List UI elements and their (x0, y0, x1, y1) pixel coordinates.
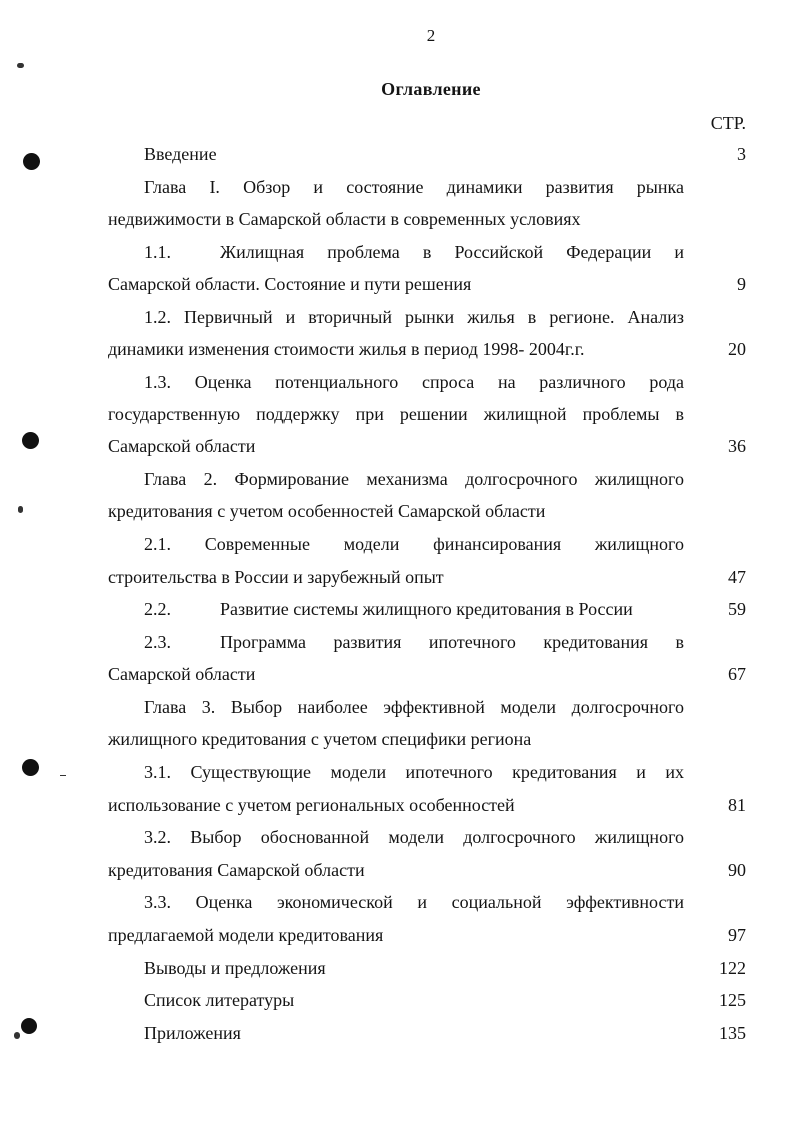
toc-section-3-2-line-2: кредитования Самарской области (108, 860, 365, 880)
toc-section-3-2-line-1: 3.2. Выбор обоснованной модели долгосрочного жилищного (144, 827, 684, 847)
toc-entry-references: Список литературы (144, 990, 295, 1010)
toc-section-3-3-line-2: предлагаемой модели кредитования (108, 925, 384, 945)
toc-page-3-2: 90 (728, 860, 746, 880)
scan-speck-2 (18, 506, 23, 513)
binder-hole-3 (22, 759, 39, 776)
toc-page-1-1: 9 (737, 274, 746, 294)
binder-hole-1 (23, 153, 40, 170)
toc-section-2-2-number: 2.2. (144, 599, 171, 619)
binder-hole-2 (22, 432, 39, 449)
toc-chapter-2-line-1: Глава 2. Формирование механизма долгосрочного жилищного (144, 469, 684, 489)
toc-section-3-1-line-1: 3.1. Существующие модели ипотечного кредитования и их (144, 762, 684, 782)
toc-page-appendices: 135 (719, 1023, 746, 1043)
toc-page-3-1: 81 (728, 795, 746, 815)
toc-page-1-3: 36 (728, 436, 746, 456)
toc-entry-intro: Введение (144, 144, 217, 164)
toc-section-1-2-line-2: динамики изменения стоимости жилья в период 1998- 2004г.г. (108, 339, 585, 359)
toc-section-2-3-number: 2.3. (144, 632, 171, 652)
toc-chapter-3-line-1: Глава 3. Выбор наиболее эффективной модели долгосрочного (144, 697, 684, 717)
toc-section-1-3-line-3: Самарской области (108, 436, 256, 456)
toc-entry-conclusions: Выводы и предложения (144, 958, 326, 978)
binder-hole-4 (21, 1018, 37, 1034)
page-number: 2 (426, 26, 436, 45)
toc-section-2-3-line-2: Самарской области (108, 664, 256, 684)
toc-page-1-2: 20 (728, 339, 746, 359)
toc-section-1-1-line-1: Жилищная проблема в Российской Федерации и (220, 242, 684, 262)
toc-page-3-3: 97 (728, 925, 746, 945)
toc-chapter-1-line-2: недвижимости в Самарской области в современных условиях (108, 209, 581, 229)
toc-chapter-2-line-2: кредитования с учетом особенностей Самарской области (108, 501, 546, 521)
toc-section-1-1-line-2: Самарской области. Состояние и пути решения (108, 274, 472, 294)
toc-entry-appendices: Приложения (144, 1023, 241, 1043)
toc-chapter-3-line-2: жилищного кредитования с учетом специфики региона (108, 729, 532, 749)
scan-speck-3 (14, 1032, 20, 1039)
toc-section-2-2-text: Развитие системы жилищного кредитования в России (220, 599, 633, 619)
scan-speck-1 (17, 63, 24, 68)
toc-section-2-1-line-2: строительства в России и зарубежный опыт (108, 567, 444, 587)
scan-speck-4 (60, 775, 66, 776)
toc-section-1-3-line-2: государственную поддержку при решении жилищной проблемы в (108, 404, 684, 424)
page-title: Оглавление (381, 79, 481, 99)
toc-section-1-1-number: 1.1. (144, 242, 171, 262)
toc-section-1-2-line-1: 1.2. Первичный и вторичный рынки жилья в регионе. Анализ (144, 307, 684, 327)
toc-section-3-3-line-1: 3.3. Оценка экономической и социальной эффективности (144, 892, 684, 912)
toc-page-2-3: 67 (728, 664, 746, 684)
toc-page-conclusions: 122 (719, 958, 746, 978)
toc-page-references: 125 (719, 990, 746, 1010)
toc-section-1-3-line-1: 1.3. Оценка потенциального спроса на различного рода (144, 372, 684, 392)
toc-section-2-3-line-1: Программа развития ипотечного кредитования в (220, 632, 684, 652)
toc-page-2-2: 59 (728, 599, 746, 619)
page-column-label: СТР. (710, 113, 746, 133)
toc-page-intro: 3 (737, 144, 746, 164)
toc-page-2-1: 47 (728, 567, 746, 587)
toc-section-3-1-line-2: использование с учетом региональных особенностей (108, 795, 515, 815)
toc-chapter-1-line-1: Глава I. Обзор и состояние динамики развития рынка (144, 177, 684, 197)
toc-section-2-1-line-1: 2.1. Современные модели финансирования жилищного (144, 534, 684, 554)
